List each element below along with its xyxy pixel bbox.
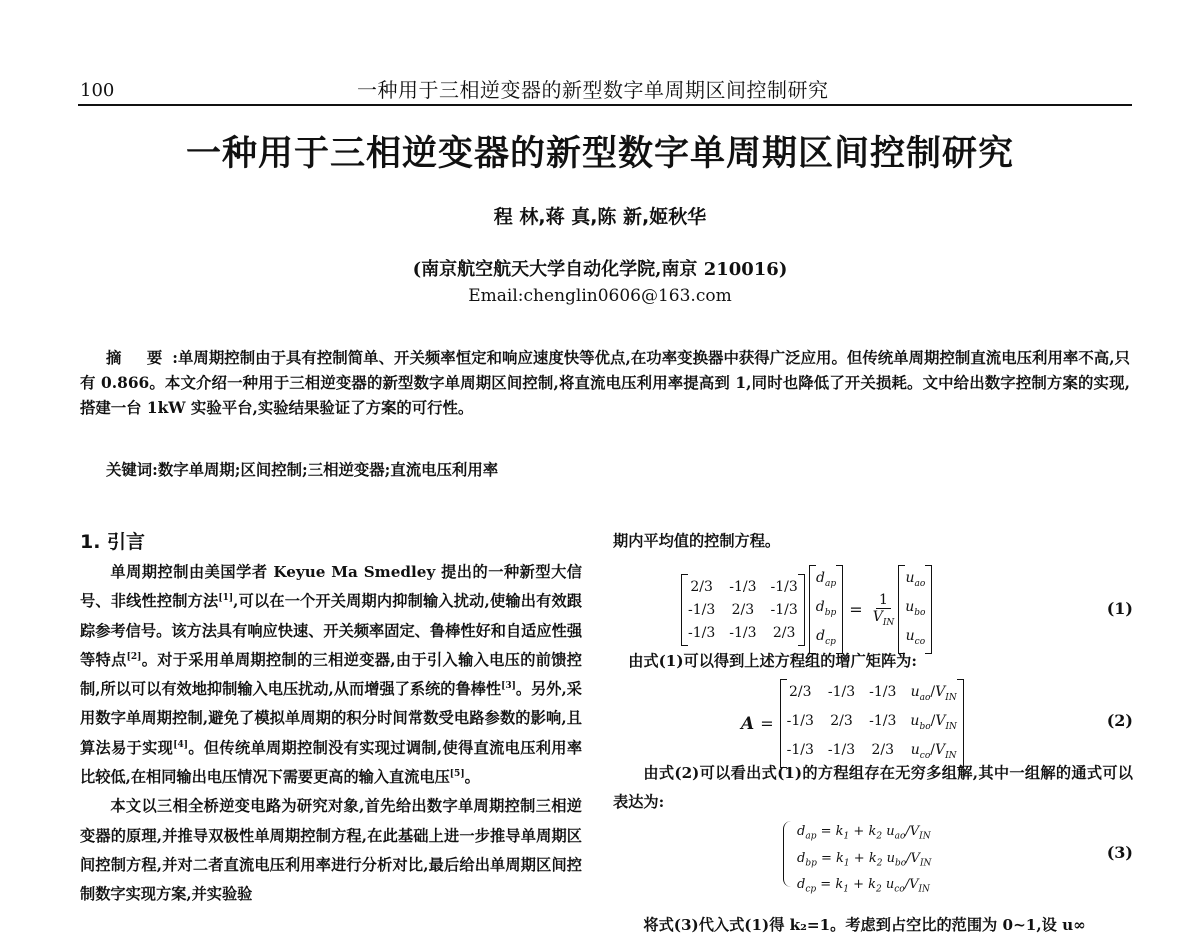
matrix-cell: $u_{bo}$ bbox=[905, 598, 926, 618]
text-line: 将式(3)代入式(1)得 k₂=1。考虑到占空比的范围为 0~1,设 u∞ bbox=[643, 916, 1086, 934]
left-column bbox=[80, 527, 582, 910]
matrix-cell: -1/3 bbox=[786, 741, 814, 758]
abstract-text: :单周期控制由于具有控制简单、开关频率恒定和响应速度快等优点,在功率变换器中获得广泛应用。但传统单周期控制直流电压利用率不高,只有 0.866。本文介绍一种用于三相逆变器的新型数字单周期区间控制,将直流电压利用率提高到 1,同时也降低了开关损耗。文中给出数字控制方案的实现,搭建一台 1kW 实验平台,实验结果验证了方案的可行性。 bbox=[80, 349, 1130, 417]
abstract bbox=[80, 346, 1130, 421]
matrix-cell: 2/3 bbox=[788, 684, 812, 700]
matrix-cell: -1/3 bbox=[729, 624, 757, 641]
matrix-cell: 2/3 bbox=[731, 601, 755, 618]
matrix-cell: $u_{co}$ bbox=[905, 627, 926, 647]
matrix-cell: $u_{co}/V_{IN}$ bbox=[910, 741, 957, 761]
matrix-cell: -1/3 bbox=[688, 601, 716, 618]
matrix-cell: 2/3 bbox=[830, 712, 853, 729]
matrix-cell: $u_{ao}/V_{IN}$ bbox=[910, 684, 957, 703]
matrix-cell: -1/3 bbox=[729, 578, 757, 595]
matrix-cell: $d_{ap}$ bbox=[815, 570, 837, 589]
matrix-cell: -1/3 bbox=[827, 741, 856, 758]
citation: [4] bbox=[173, 739, 188, 750]
paragraph-2: 本文以三相全桥逆变电路为研究对象,首先给出数字单周期控制三相逆变器的原理,并推导双极性单周期控制方程,在此基础上进一步推导单周期区间控制方程,并对二者直流电压利用率进行分析对比,最后给出单周期区间控制数字实现方案,并实验验 bbox=[80, 797, 582, 904]
brace bbox=[783, 821, 793, 887]
matrix-cell: $d_{bp}$ bbox=[815, 598, 837, 618]
equation-number: (3) bbox=[1106, 843, 1133, 862]
running-title: 一种用于三相逆变器的新型数字单周期区间控制研究 bbox=[357, 78, 829, 102]
equation-number: (2) bbox=[1106, 711, 1133, 730]
citation: [3] bbox=[501, 681, 516, 692]
matrix-cell: -1/3 bbox=[869, 684, 897, 700]
authors: 程 林,蒋 真,陈 新,姬秋华 bbox=[493, 206, 707, 228]
right-column bbox=[613, 527, 1133, 934]
email: Email:chenglin0606@163.com bbox=[468, 286, 732, 306]
header-rule bbox=[78, 104, 1132, 106]
keywords: 关键词:数字单周期;区间控制;三相逆变器;直流电压利用率 bbox=[106, 461, 499, 479]
matrix-cell: -1/3 bbox=[770, 578, 798, 595]
equation-line: $d_{ap} = k_1 + k_2$ $u_{ao}/V_{IN}$ bbox=[797, 824, 931, 842]
matrix-cell: -1/3 bbox=[688, 624, 716, 641]
paper-title: 一种用于三相逆变器的新型数字单周期区间控制研究 bbox=[185, 134, 1014, 174]
matrix-cell: 2/3 bbox=[690, 578, 713, 595]
matrix-cell: -1/3 bbox=[869, 712, 897, 729]
text-paragraph: 由式(2)可以看出式(1)的方程组存在无穷多组解,其中一组解的通式可以表达为: bbox=[613, 764, 1133, 811]
matrix-cell: $d_{cp}$ bbox=[816, 627, 836, 647]
matrix-cell: -1/3 bbox=[827, 684, 856, 700]
matrix-cell: 2/3 bbox=[871, 741, 895, 758]
affiliation: (南京航空航天大学自动化学院,南京 210016) bbox=[412, 259, 788, 280]
text-line: 由式(1)可以得到上述方程组的增广矩阵为: bbox=[628, 652, 917, 670]
augmented-matrix bbox=[780, 679, 964, 768]
coefficient-matrix bbox=[681, 574, 805, 646]
text-line: 期内平均值的控制方程。 bbox=[613, 532, 781, 550]
equation-line: $d_{cp} = k_1 + k_2$ $u_{co}/V_{IN}$ bbox=[797, 877, 930, 895]
abstract-label: 摘 要 bbox=[106, 349, 173, 367]
duty-vector bbox=[809, 565, 844, 654]
matrix-cell: 2/3 bbox=[772, 624, 796, 641]
equation-3 bbox=[783, 821, 931, 901]
matrix-cell: $u_{ao}$ bbox=[905, 570, 926, 589]
equation-2: A = 2/3 -1/3 -1/3 $u_{ao}/V_{IN}$ -1/3 2/3 -1/3 $u_{bo}/V_{IN}$ -1/3 -1/3 2/3 $u_{co}/V_{IN}$ bbox=[741, 679, 964, 768]
citation: [1] bbox=[218, 593, 234, 604]
paragraph-1: 单周期控制由美国学者 Keyue Ma Smedley 提出的一种新型大信号、非线性控制方法[1],可以在一个开关周期内抑制输入扰动,使输出有效跟踪参考信号。该方法具有响应快速、开关频率固定、鲁棒性好和自适应性强等特点[2]。对于采用单周期控制的三相逆变器,由于引入输入电压的前馈控制,所以可以有效地抑制输入电压扰动,从而增强了系统的鲁棒性[3]。另外,采用数字单周期控制,避免了模拟单周期的积分时间常数受电路参数的影响,且算法易于实现[4]。但传统单周期控制没有实现过调制,使得直流电压利用率比较低,在相同输出电压情况下需要更高的输入直流电压[5]。 bbox=[80, 563, 583, 787]
voltage-vector bbox=[898, 565, 932, 654]
equation-line: $d_{bp} = k_1 + k_2$ $u_{bo}/V_{IN}$ bbox=[797, 850, 932, 869]
page-number: 100 bbox=[80, 80, 115, 101]
equation-number: (1) bbox=[1106, 599, 1133, 618]
matrix-cell: -1/3 bbox=[786, 712, 814, 729]
citation: [5] bbox=[449, 769, 465, 780]
matrix-cell: -1/3 bbox=[770, 601, 798, 618]
equation-1: 2/3 -1/3 -1/3 -1/3 2/3 -1/3 -1/3 -1/3 2/3 $d_{ap}$ $d_{bp}$ $d_{cp}$ = $\frac{1}{V_{IN}}$ $u_{ao}$ $u_{bo}$ $u_{co}$ bbox=[681, 565, 932, 654]
fraction: $\frac{1}{V_{IN}}$ bbox=[872, 591, 895, 628]
citation: [2] bbox=[126, 651, 142, 662]
matrix-cell: $u_{bo}/V_{IN}$ bbox=[910, 712, 957, 732]
section-heading: 1. 引言 bbox=[80, 531, 146, 553]
